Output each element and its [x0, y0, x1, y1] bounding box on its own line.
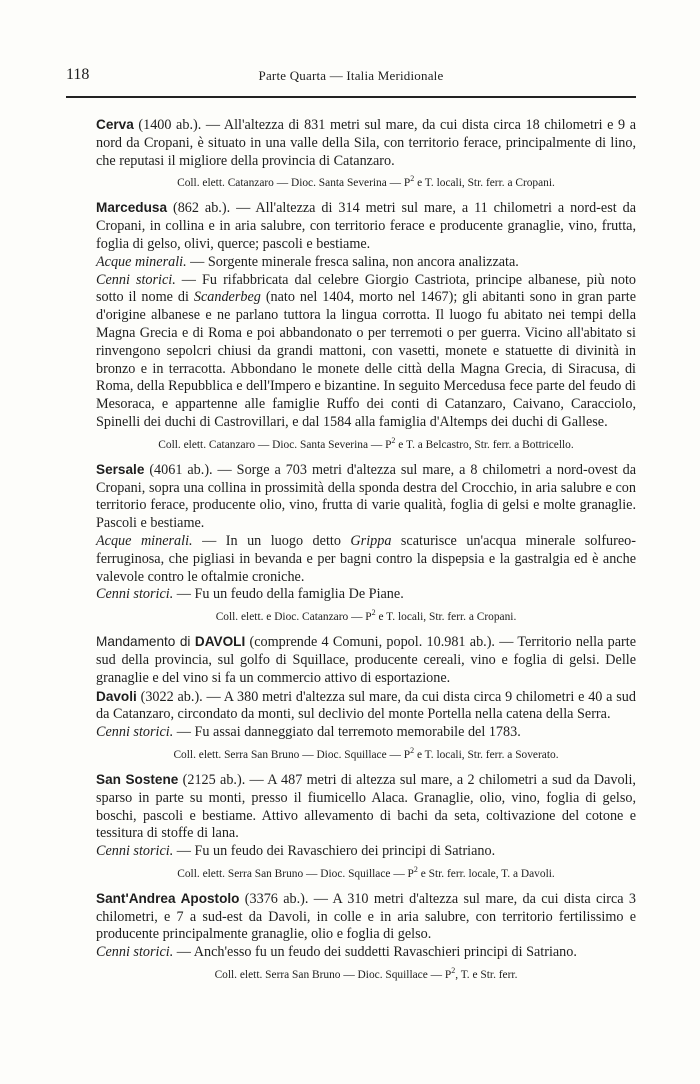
italic-name: Grippa	[350, 532, 392, 549]
entry-cerva	[96, 116, 636, 170]
collegio-text: Coll. elett. Serra San Bruno — Dioc. Squillace — P	[173, 748, 411, 761]
entry-sersale	[96, 461, 636, 533]
collegio-line	[96, 176, 636, 190]
mandamento-davoli	[96, 633, 636, 687]
collegio-sup: 2	[410, 746, 415, 756]
section-text: — Fu un feudo dei Ravaschiero dei principi di Satriano.	[173, 843, 496, 860]
collegio-text: Coll. elett. e Dioc. Catanzaro — P	[215, 611, 372, 624]
cenni-storici	[96, 272, 636, 432]
entry-title: Sant'Andrea Apostolo	[96, 890, 240, 906]
collegio-sup: 2	[391, 435, 396, 445]
collegio-sup: 2	[413, 865, 418, 875]
collegio-line	[96, 748, 636, 762]
entry-text: (862 ab.). — All'altezza di 314 metri sul mare, a 11 chilometri a nord-est da Cropani, in collina e in aria salubre, con territorio ferace e producente granaglie, vino, frutta, foglia di gelso, olivi, querce; pascoli e bestiame.	[96, 200, 636, 252]
collegio-text: e T. a Belcastro, Str. ferr. a Bottricello.	[395, 438, 574, 451]
collegio-line	[96, 435, 636, 452]
cenni-storici	[96, 586, 636, 604]
collegio-text: Coll. elett. Serra San Bruno — Dioc. Squillace — P	[214, 969, 452, 982]
entry-title: Cerva	[96, 117, 134, 132]
collegio-text: e Str. ferr. locale, T. a Davoli.	[417, 867, 555, 880]
collegio-text: Coll. elett. Catanzaro — Dioc. Santa Severina — P	[177, 177, 411, 190]
header-rule	[66, 96, 636, 98]
section-label: Acque minerali.	[96, 532, 193, 549]
mandamento-name: DAVOLI	[194, 634, 246, 650]
collegio-sup: 2	[410, 174, 415, 184]
entry-text: (1400 ab.). — All'altezza di 831 metri sul mare, da cui dista circa 18 chilometri e 9 a nord da Cropani, è situato in una valle della Sila, con territorio ferace, principalmente di lino, che reputasi il migliore della provincia di Catanzaro.	[96, 117, 636, 169]
section-text: — In un luogo detto	[192, 532, 351, 549]
entry-text: (4061 ab.). — Sorge a 703 metri d'altezza sul mare, a 8 chilometri a nord-ovest da Cropani, sopra una collina in prossimità della sponda destra del Crocchio, in aria salubre e con territorio ferace, producente olio, vino, frutta di varie qualità, foglia di gelsi e molte granaglie. Pascoli e bestiame.	[96, 461, 636, 532]
collegio-line	[96, 610, 636, 624]
section-text: — Fu rifabbricata dal celebre Giorgio Castriota, principe albanese, più noto sotto il nome di	[96, 271, 636, 306]
collegio-text: e T. locali, Str. ferr. a Soverato.	[414, 748, 559, 761]
entry-text: (3376 ab.). — A 310 metri d'altezza sul mare, da cui dista circa 3 chilometri, e 7 a sud-est da Davoli, in colle e in aria salubre, con territorio fertilissimo e producente principalmente granaglie, olio e foglia di gelso.	[96, 890, 636, 943]
section-label: Cenni storici.	[96, 843, 174, 860]
cenni-storici	[96, 724, 636, 742]
acque-minerali	[96, 533, 636, 586]
section-text: — Fu un feudo della famiglia De Piane.	[173, 586, 404, 603]
cenni-storici	[96, 843, 636, 861]
acque-minerali	[96, 254, 636, 272]
page-header	[66, 66, 636, 84]
section-text: — Sorgente minerale fresca salina, non ancora analizzata.	[186, 253, 519, 270]
entry-title: Sersale	[96, 461, 145, 477]
cenni-storici	[96, 944, 636, 962]
entry-title: San Sostene	[96, 771, 179, 787]
collegio-line	[96, 968, 636, 982]
collegio-text: e T. locali, Str. ferr. a Cropani.	[414, 177, 555, 190]
section-label: Cenni storici.	[96, 944, 174, 961]
section-text: — Anch'esso fu un feudo dei suddetti Ravaschieri principi di Satriano.	[173, 944, 577, 961]
entry-marcedusa	[96, 199, 636, 253]
section-text: — Fu assai danneggiato dal terremoto memorabile del 1783.	[173, 724, 521, 741]
page-number: 118	[66, 66, 90, 83]
collegio-text: Coll. elett. Catanzaro — Dioc. Santa Severina — P	[158, 438, 392, 451]
section-text: (nato nel 1404, morto nel 1467); gli abitanti sono in gran parte d'origine albanese e ne parlano tuttora la lingua corrotta. Il luogo fu abitato nei tempi della Magna Grecia e di Roma e poi abbandonato o per terremoti o per guerra. Vicino all'abitato si rinvengono sepolcri chiusi da grandi mattoni, con vasetti, monete e statuette di divinità in bronzo e in terracotta. Abbondano le monete delle città della Magna Grecia, di Siracusa, di Roma, della Repubblica e dell'Impero e bizantine. In seguito Mercedusa fece parte del feudo di Mesoraca, e appartenne alle famiglie Ruffo dei conti di Catanzaro, Caivano, Caracciolo, Spinelli dei duchi di Castrovillari, e dal 1584 alla famiglia d'Altemps dei duchi di Gallese.	[96, 289, 636, 430]
section-label: Cenni storici.	[96, 724, 174, 741]
entry-text: (3022 ab.). — A 380 metri d'altezza sul mare, da cui dista circa 9 chilometri e 40 a sud da Catanzaro, circondato da monti, sul declivio del monte Portella nella catena della Serra.	[96, 688, 636, 723]
section-text: scaturisce un'acqua minerale solfureo-ferruginosa, che pigliasi in bevanda e per bagni contro la dispepsia e la gastralgia ed è anche valevole contro le oftalmie croniche.	[96, 532, 636, 585]
collegio-text: e T. locali, Str. ferr. a Cropani.	[375, 611, 517, 624]
entry-sant-andrea	[96, 890, 636, 944]
section-label: Cenni storici.	[96, 586, 174, 603]
collegio-sup: 2	[371, 608, 376, 618]
entry-text: (2125 ab.). — A 487 metri di altezza sul mare, a 2 chilometri a sud da Davoli, sparso in parte su monti, presso il fiumicello Alaca. Granaglie, olio, vino, foglia di gelso, boschi, pascoli e bestiame. Attivo allevamento di bachi da seta, coltivazione del cotone e tessitura di stoffe di lana.	[96, 771, 636, 842]
collegio-line	[96, 867, 636, 881]
mandamento-label: Mandamento di	[96, 634, 195, 650]
entry-title: Davoli	[96, 688, 137, 704]
collegio-text: Coll. elett. Serra San Bruno — Dioc. Squillace — P	[177, 867, 414, 880]
mandamento-text: (comprende 4 Comuni, popol. 10.981 ab.). — Territorio nella parte sud della provincia, sul golfo di Squillace, producente cereali, vino e foglia di gelsi. Delle granaglie e del vino si fa un commercio attivo di esportazione.	[96, 634, 637, 686]
entry-title: Marcedusa	[96, 200, 168, 216]
section-label: Acque minerali.	[96, 253, 187, 270]
italic-name: Scanderbeg	[193, 289, 261, 306]
collegio-text: , T. e Str. ferr.	[455, 969, 518, 982]
section-label: Cenni storici.	[96, 271, 176, 288]
entry-davoli	[96, 688, 636, 725]
running-title: Parte Quarta — Italia Meridionale	[258, 68, 444, 83]
entry-san-sostene	[96, 771, 636, 843]
collegio-sup: 2	[451, 966, 456, 976]
page-body	[96, 116, 636, 991]
